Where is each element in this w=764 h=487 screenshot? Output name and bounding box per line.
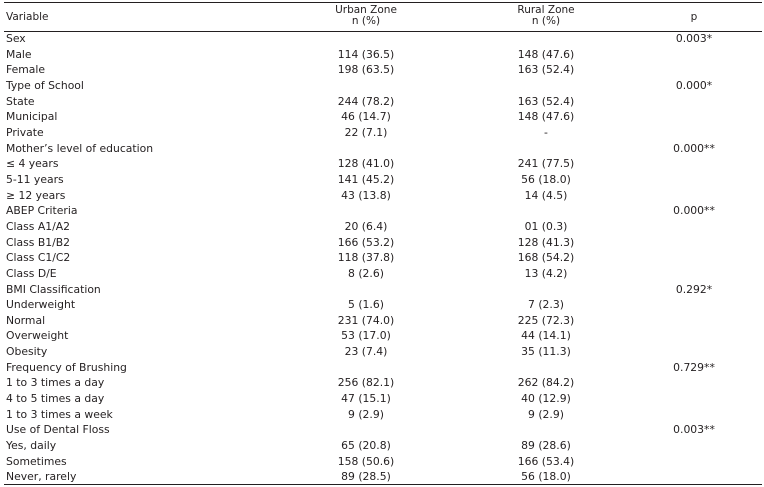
cell-p-value: 0.000** [673, 204, 715, 218]
cell-rural: 225 (72.3) [517, 313, 575, 327]
table-row [4, 156, 762, 172]
table-row [4, 62, 762, 78]
header-urban-unit: n (%) [351, 15, 381, 27]
cell-variable: Underweight [6, 298, 76, 312]
cell-variable: Class B1/B2 [6, 235, 71, 249]
header-rural-unit: n (%) [531, 15, 561, 27]
cell-rural: 262 (84.2) [517, 376, 575, 390]
cell-rural: 14 (4.5) [524, 188, 568, 202]
cell-rural: 7 (2.3) [528, 298, 564, 312]
cell-urban: 20 (6.4) [344, 219, 388, 233]
cell-urban: 166 (53.2) [337, 235, 395, 249]
cell-urban: 8 (2.6) [348, 266, 384, 280]
cell-variable: Female [6, 63, 46, 77]
cell-rural: 148 (47.6) [517, 47, 575, 61]
cell-urban: 23 (7.4) [344, 345, 388, 359]
cell-rural: 241 (77.5) [517, 157, 575, 171]
cell-rural: 9 (2.9) [528, 407, 564, 421]
cell-variable: Never, rarely [6, 470, 77, 484]
cell-p-value: 0.000* [675, 78, 713, 92]
cell-urban: 5 (1.6) [348, 298, 384, 312]
cell-urban: 89 (28.5) [341, 470, 391, 484]
cell-variable: 5-11 years [6, 172, 64, 186]
cell-variable: Class A1/A2 [6, 219, 70, 233]
cell-p-value: 0.292* [675, 282, 713, 296]
table-row [4, 313, 762, 329]
cell-urban: 46 (14.7) [341, 110, 391, 124]
cell-rural: 166 (53.4) [517, 454, 575, 468]
cell-urban: 9 (2.9) [348, 407, 384, 421]
table-header [4, 2, 762, 31]
cell-urban: 128 (41.0) [337, 157, 395, 171]
cell-variable: State [6, 94, 35, 108]
table-row [4, 282, 762, 298]
header-urban-zone: Urban Zone [335, 4, 397, 16]
cell-rural: - [544, 125, 548, 139]
table-row [4, 141, 762, 157]
cell-p-value: 0.000** [673, 141, 715, 155]
table-row [4, 422, 762, 438]
table-row [4, 203, 762, 219]
cell-rural: 01 (0.3) [524, 219, 568, 233]
table-row [4, 188, 762, 204]
cell-rural: 35 (11.3) [521, 345, 571, 359]
table-row [4, 31, 762, 47]
table-row [4, 454, 762, 470]
cell-urban: 198 (63.5) [337, 63, 395, 77]
cell-variable: Private [6, 125, 44, 139]
table-row [4, 407, 762, 423]
cell-variable: Use of Dental Floss [6, 423, 110, 437]
cell-urban: 244 (78.2) [337, 94, 395, 108]
table-row [4, 235, 762, 251]
cell-urban: 22 (7.1) [344, 125, 388, 139]
table-row [4, 47, 762, 63]
table-row [4, 78, 762, 94]
table-row [4, 391, 762, 407]
cell-urban: 231 (74.0) [337, 313, 395, 327]
cell-urban: 65 (20.8) [341, 439, 391, 453]
table-row [4, 297, 762, 313]
cell-variable: Mother’s level of education [6, 141, 154, 155]
cell-variable: Type of School [6, 78, 84, 92]
table-bottom-rule [4, 484, 762, 485]
table-row [4, 360, 762, 376]
table-row [4, 266, 762, 282]
cell-p-value: 0.003** [673, 423, 715, 437]
header-variable: Variable [6, 11, 49, 23]
cell-variable: BMI Classification [6, 282, 101, 296]
table-row [4, 219, 762, 235]
table-body [4, 31, 762, 485]
cell-rural: 89 (28.6) [521, 439, 571, 453]
cell-variable: Overweight [6, 329, 69, 343]
cell-variable: 1 to 3 times a day [6, 376, 105, 390]
cell-urban: 114 (36.5) [337, 47, 395, 61]
cell-urban: 53 (17.0) [341, 329, 391, 343]
cell-variable: Male [6, 47, 32, 61]
table-row [4, 94, 762, 110]
table-row [4, 125, 762, 141]
cell-variable: ≤ 4 years [6, 157, 59, 171]
cell-rural: 163 (52.4) [517, 94, 575, 108]
cell-urban: 118 (37.8) [337, 251, 395, 265]
cell-rural: 128 (41.3) [517, 235, 575, 249]
cell-rural: 148 (47.6) [517, 110, 575, 124]
cell-rural: 56 (18.0) [521, 172, 571, 186]
cell-variable: 4 to 5 times a day [6, 392, 105, 406]
cell-p-value: 0.003* [675, 32, 713, 45]
table-row [4, 438, 762, 454]
cell-variable: ≥ 12 years [6, 188, 66, 202]
table-row [4, 172, 762, 188]
table-row [4, 250, 762, 266]
table-row [4, 375, 762, 391]
cell-rural: 163 (52.4) [517, 63, 575, 77]
cell-rural: 13 (4.2) [524, 266, 568, 280]
table-row [4, 344, 762, 360]
table-row [4, 469, 762, 485]
cell-variable: Municipal [6, 110, 58, 124]
cell-variable: ABEP Criteria [6, 204, 78, 218]
cell-variable: Obesity [6, 345, 48, 359]
cell-rural: 168 (54.2) [517, 251, 575, 265]
cell-rural: 56 (18.0) [521, 470, 571, 484]
header-rural-zone: Rural Zone [517, 4, 575, 16]
cell-variable: Yes, daily [6, 439, 57, 453]
table-row [4, 328, 762, 344]
cell-urban: 256 (82.1) [337, 376, 395, 390]
cell-variable: Normal [6, 313, 46, 327]
cell-variable: Frequency of Brushing [6, 360, 127, 374]
cell-rural: 40 (12.9) [521, 392, 571, 406]
cell-variable: 1 to 3 times a week [6, 407, 113, 421]
cell-rural: 44 (14.1) [521, 329, 571, 343]
table-row [4, 109, 762, 125]
cell-urban: 158 (50.6) [337, 454, 395, 468]
cell-variable: Class D/E [6, 266, 57, 280]
cell-p-value: 0.729** [673, 360, 715, 374]
cell-urban: 141 (45.2) [337, 172, 395, 186]
cell-urban: 43 (13.8) [341, 188, 391, 202]
cell-variable: Sometimes [6, 454, 67, 468]
cell-urban: 47 (15.1) [341, 392, 391, 406]
cell-variable: Sex [6, 32, 26, 45]
cell-variable: Class C1/C2 [6, 251, 71, 265]
header-p-value: p [690, 11, 698, 23]
